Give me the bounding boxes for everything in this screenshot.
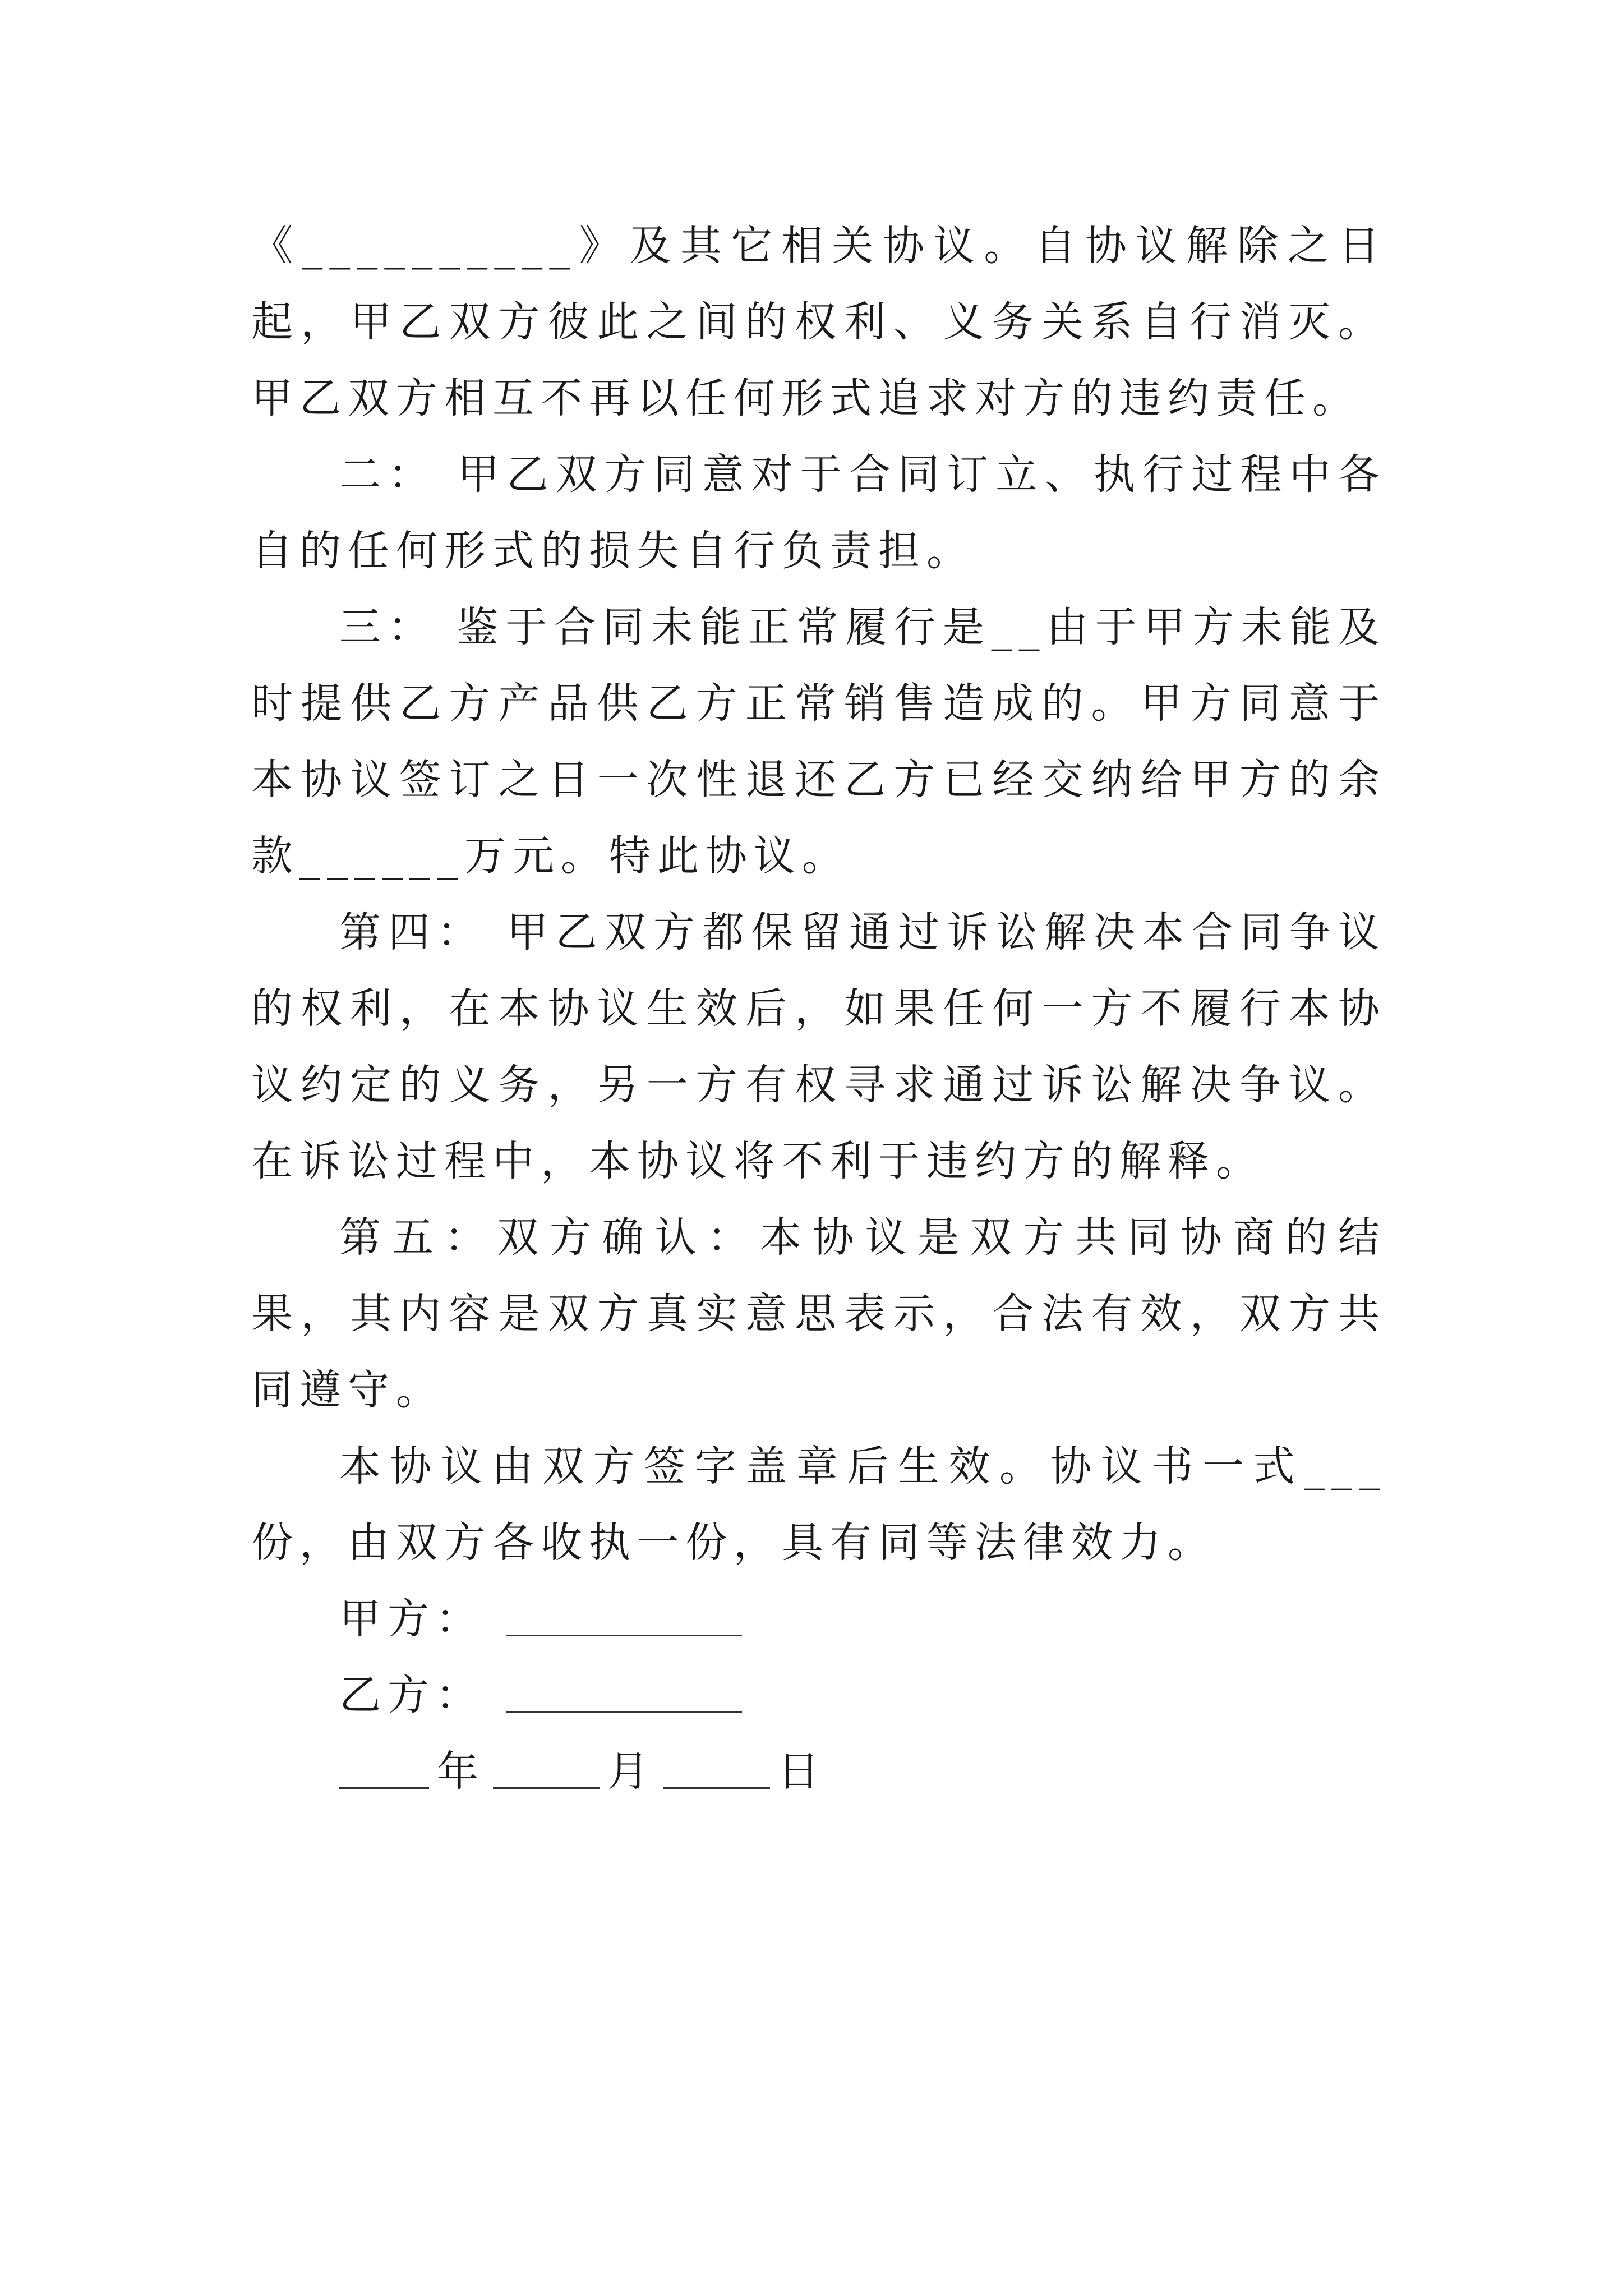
paragraph-clause-two: 二： 甲乙双方同意对于合同订立、执行过程中各自的任何形式的损失自行负责担。 [251, 450, 1386, 575]
paragraph-clause-three: 三： 鉴于合同未能正常履行是__由于甲方未能及时提供乙方产品供乙方正常销售造成的。甲方同意于本协议签订之日一次性退还乙方已经交纳给甲方的余款______万元。特此协议。 [251, 603, 1386, 880]
paragraph-agreement-termination: 《__________》及其它相关协议。自协议解除之日起，甲乙双方彼此之间的权利、义务关系自行消灭。甲乙双方相互不再以任何形式追求对方的违约责任。 [251, 222, 1386, 422]
paragraph-clause-five: 第五：双方确认：本协议是双方共同协商的结果，其内容是双方真实意思表示，合法有效，双方共同遵守。 [251, 1213, 1386, 1414]
party-b-signature-line [251, 1657, 1386, 1733]
paragraph-effectiveness: 本协议由双方签字盖章后生效。协议书一式___份，由双方各收执一份，具有同等法律效力。 [251, 1442, 1386, 1567]
day-blank [663, 1755, 770, 1789]
date-line [251, 1733, 1386, 1810]
party-a-label: 甲方： [339, 1595, 484, 1643]
year-label: 年 [437, 1747, 485, 1796]
document-page [251, 208, 1386, 1810]
party-a-blank [506, 1602, 742, 1636]
month-label: 月 [607, 1747, 656, 1796]
paragraph-clause-four: 第四： 甲乙双方都保留通过诉讼解决本合同争议的权利，在本协议生效后，如果任何一方不履行本协议约定的义务，另一方有权寻求通过诉讼解决争议。在诉讼过程中，本协议将不利于违约方的解释。 [251, 908, 1386, 1185]
party-b-blank [506, 1678, 742, 1713]
party-b-label: 乙方： [339, 1671, 484, 1719]
party-a-signature-line [251, 1581, 1386, 1657]
month-blank [493, 1755, 600, 1789]
year-blank [339, 1755, 429, 1789]
day-label: 日 [778, 1747, 826, 1796]
